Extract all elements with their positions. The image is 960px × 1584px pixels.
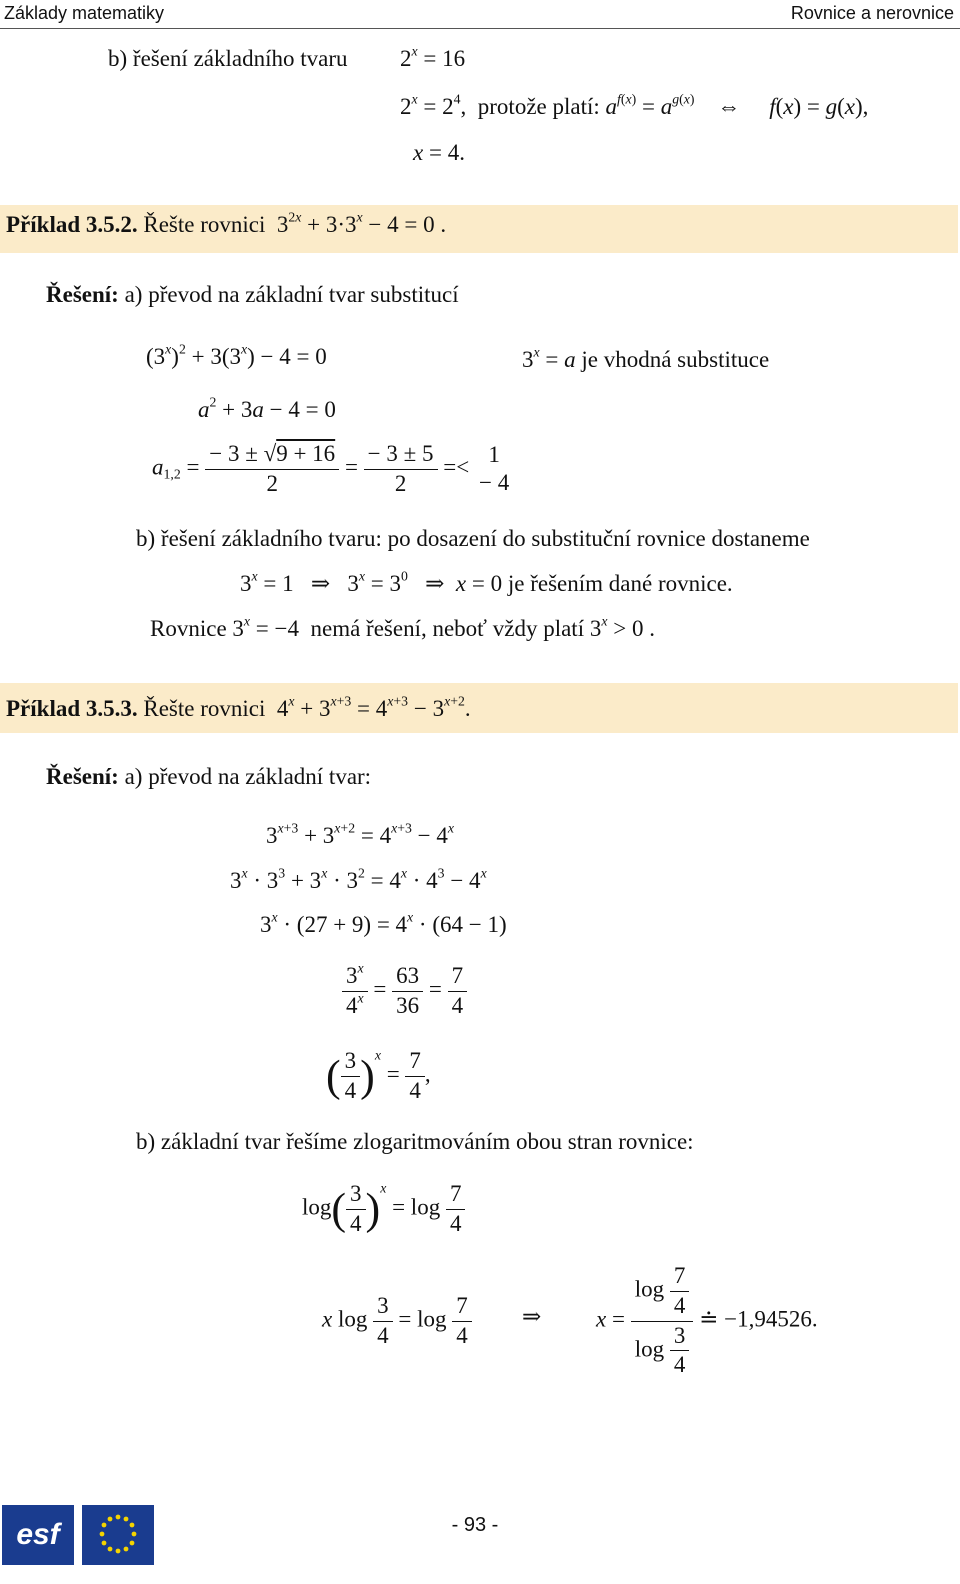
page-header [0,0,960,29]
example-task-2: Řešte rovnici [143,696,266,721]
rovnice-word: Rovnice [150,616,227,641]
eq-line-2: $3^x \cdot 3^3 + 3^x \cdot 3^2 = 4^x \cdot 4^3 - 4^x$ [230,865,487,893]
example-title-2: Příklad 3.5.3. [6,696,138,721]
no-solution-text: nemá řešení, neboť vždy platí [310,616,585,641]
sec1-eq1: $2^x = 16$ [400,43,466,71]
example-3-5-3-heading: Příklad 3.5.3. Řešte rovnici $4^x + 3^{x+3} = 4^{x+3} - 3^{x+2}$. [6,693,471,721]
subst-eq: $(3^x)^2 + 3(3^x) - 4 = 0$ [146,341,327,369]
result-value: 1,94526 [737,1306,812,1332]
sec1-eq3: x = 4. [413,140,465,165]
sec1-because: protože platí: [477,94,600,119]
page-number: - 93 - [451,1514,499,1536]
log-eq-1: log( $\frac{3}{4}$ )$^x$ = log $\frac{7}{4}$ [302,1180,465,1239]
example-task: Řešte rovnici [143,212,266,237]
final-result: x = log $\frac{7}{4}$ log $\frac{3}{4}$ ≐ −1,94526. [596,1263,818,1378]
no-solution-line: Rovnice $3^x = -4$ nemá řešení, neboť vždy platí $3^x > 0$ . [150,613,655,641]
result-note: je řešením dané rovnice. [507,571,733,596]
step-a: a) převod na základní tvar substitucí [124,282,459,307]
solution-label-2: Řešení: [46,764,119,789]
quadratic-roots: $a_{1,2}$ = $\frac{- 3 \pm √9 + 16}{2}$ = $\frac{- 3 \pm 5}{2}$ =< 1 − 4 [152,441,510,496]
step-b-2: b) základní tvar řešíme zlogaritmováním obou stran rovnice: [136,1129,694,1154]
eq-line-1: $3^{x+3} + 3^{x+2} = 4^{x+3} - 4^x$ [266,820,455,848]
subst-note: $3^x = a$ je vhodná substituce [522,344,770,372]
solution-label: Řešení: [46,282,119,307]
step-a-2: a) převod na základní tvar: [124,764,372,789]
eq-line-4: $\frac{3^x}{4^x}$ = $\frac{63}{36}$ = $\frac{7}{4}$ [342,962,467,1021]
subst-note-text: je vhodná substituce [581,347,770,372]
sec1-eq2: $2^x = 2^4$, protože platí: $a^{f(x)} = a^{g(x)}$ ⇔ f(x) = g(x), [400,91,869,119]
header-left: Základy matematiky [4,3,165,23]
step-b: b) řešení základního tvaru: po dosazení do substituční rovnice dostaneme [136,526,810,551]
solution-intro-2 [46,765,371,788]
quadratic-eq: $a^2 + 3a - 4 = 0$ [198,394,336,422]
example-3-5-2-heading: Příklad 3.5.2. Řešte rovnici $3^{2x} + 3\cdot 3^x - 4 = 0$ . [6,209,447,237]
eq-line-3: $3^x \cdot (27 + 9) = 4^x \cdot (64 - 1)$ [260,909,507,937]
example-title: Příklad 3.5.2. [6,212,138,237]
esf-logo-text: esf [16,1518,60,1551]
solution-intro [46,283,459,306]
implies-arrow: ⇒ [522,1304,542,1329]
eq-line-5: ( $\frac{3}{4}$ )$^x$ = $\frac{7}{4}$ , [326,1047,431,1103]
sec1-label: b) řešení základního tvaru [108,46,348,71]
header-right: Rovnice a nerovnice [790,3,954,23]
back-subst: $3^x = 1$ ⇒ $3^x = 3^0$ ⇒ x = 0 je řešením dané rovnice. [240,568,733,596]
log-eq-2: x log $\frac{3}{4}$ = log $\frac{7}{4}$ [322,1292,472,1351]
